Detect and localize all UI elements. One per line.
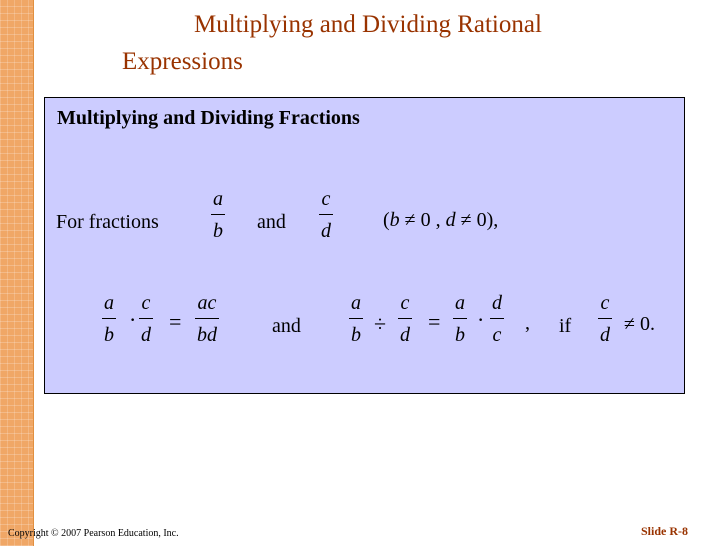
mult-fraction-a-over-b: [102, 290, 116, 348]
cond-open-paren: (: [383, 209, 390, 231]
fraction-numerator: a: [213, 188, 223, 210]
div-fraction-a-over-b: [349, 290, 363, 348]
div-equals-sign: =: [428, 309, 441, 334]
fraction-numerator: a: [104, 292, 114, 314]
cond-var-b: b: [389, 209, 400, 231]
fraction-denominator: c: [492, 324, 502, 347]
fraction-denominator: d: [600, 324, 610, 347]
div-fraction-d-over-c: [490, 290, 504, 348]
for-fractions-text: For fractions: [56, 211, 159, 233]
slide-title-line-2: Expressions: [122, 48, 243, 75]
mult-result-ac-over-bd: [195, 290, 219, 348]
cond-comma: ,: [435, 209, 441, 231]
fraction-numerator: c: [141, 292, 151, 314]
cond-neq-d: ≠ 0),: [460, 209, 499, 231]
nonzero-condition: [383, 209, 498, 232]
slide-title-line-1: Multiplying and Dividing Rational: [194, 11, 542, 38]
fraction-a-over-b: [211, 186, 225, 244]
fraction-bar: [195, 318, 219, 319]
fraction-bar: [102, 318, 116, 319]
fraction-denominator: b: [455, 324, 465, 347]
and-text-2: and: [272, 315, 301, 337]
fraction-denominator: bd: [197, 324, 217, 347]
fraction-bar: [453, 318, 467, 319]
fraction-numerator: c: [600, 292, 610, 314]
fraction-denominator: b: [104, 324, 114, 347]
div-fraction-c-over-d: [398, 290, 412, 348]
cond-neq-b: ≠ 0: [404, 209, 431, 231]
fraction-numerator: a: [351, 292, 361, 314]
div-dot-operator: ·: [477, 307, 485, 332]
fraction-bar: [598, 318, 612, 319]
fraction-denominator: d: [321, 220, 331, 243]
div-comma: ,: [525, 312, 530, 334]
fraction-bar: [490, 318, 504, 319]
if-text: if: [559, 315, 572, 337]
cond-var-d: d: [445, 209, 456, 231]
decorative-left-bar: [0, 0, 34, 546]
fraction-denominator: b: [351, 324, 361, 347]
fraction-numerator: a: [455, 292, 465, 314]
fraction-bar: [211, 214, 225, 215]
div-fraction-a-over-b-2: [453, 290, 467, 348]
fraction-numerator: d: [492, 292, 502, 314]
copyright-footer: Copyright © 2007 Pearson Education, Inc.: [8, 528, 179, 539]
mult-equals-sign: =: [169, 309, 182, 334]
fraction-bar: [319, 214, 333, 215]
content-panel: [44, 97, 685, 394]
fraction-numerator: c: [321, 188, 331, 210]
mult-fraction-c-over-d: [139, 290, 153, 348]
fraction-numerator: ac: [197, 292, 217, 314]
panel-heading: Multiplying and Dividing Fractions: [57, 107, 360, 129]
not-equal-zero-text: ≠ 0.: [624, 313, 655, 335]
fraction-numerator: c: [400, 292, 410, 314]
div-divide-operator: ÷: [374, 311, 387, 336]
fraction-c-over-d: [319, 186, 333, 244]
fraction-denominator: b: [213, 220, 223, 243]
if-fraction-c-over-d: [598, 290, 612, 348]
mult-dot-operator: ·: [129, 307, 137, 332]
fraction-denominator: d: [141, 324, 151, 347]
fraction-bar: [398, 318, 412, 319]
and-text: and: [257, 211, 286, 233]
fraction-bar: [139, 318, 153, 319]
fraction-bar: [349, 318, 363, 319]
slide-number-label: Slide R-8: [641, 524, 689, 538]
fraction-denominator: d: [400, 324, 410, 347]
